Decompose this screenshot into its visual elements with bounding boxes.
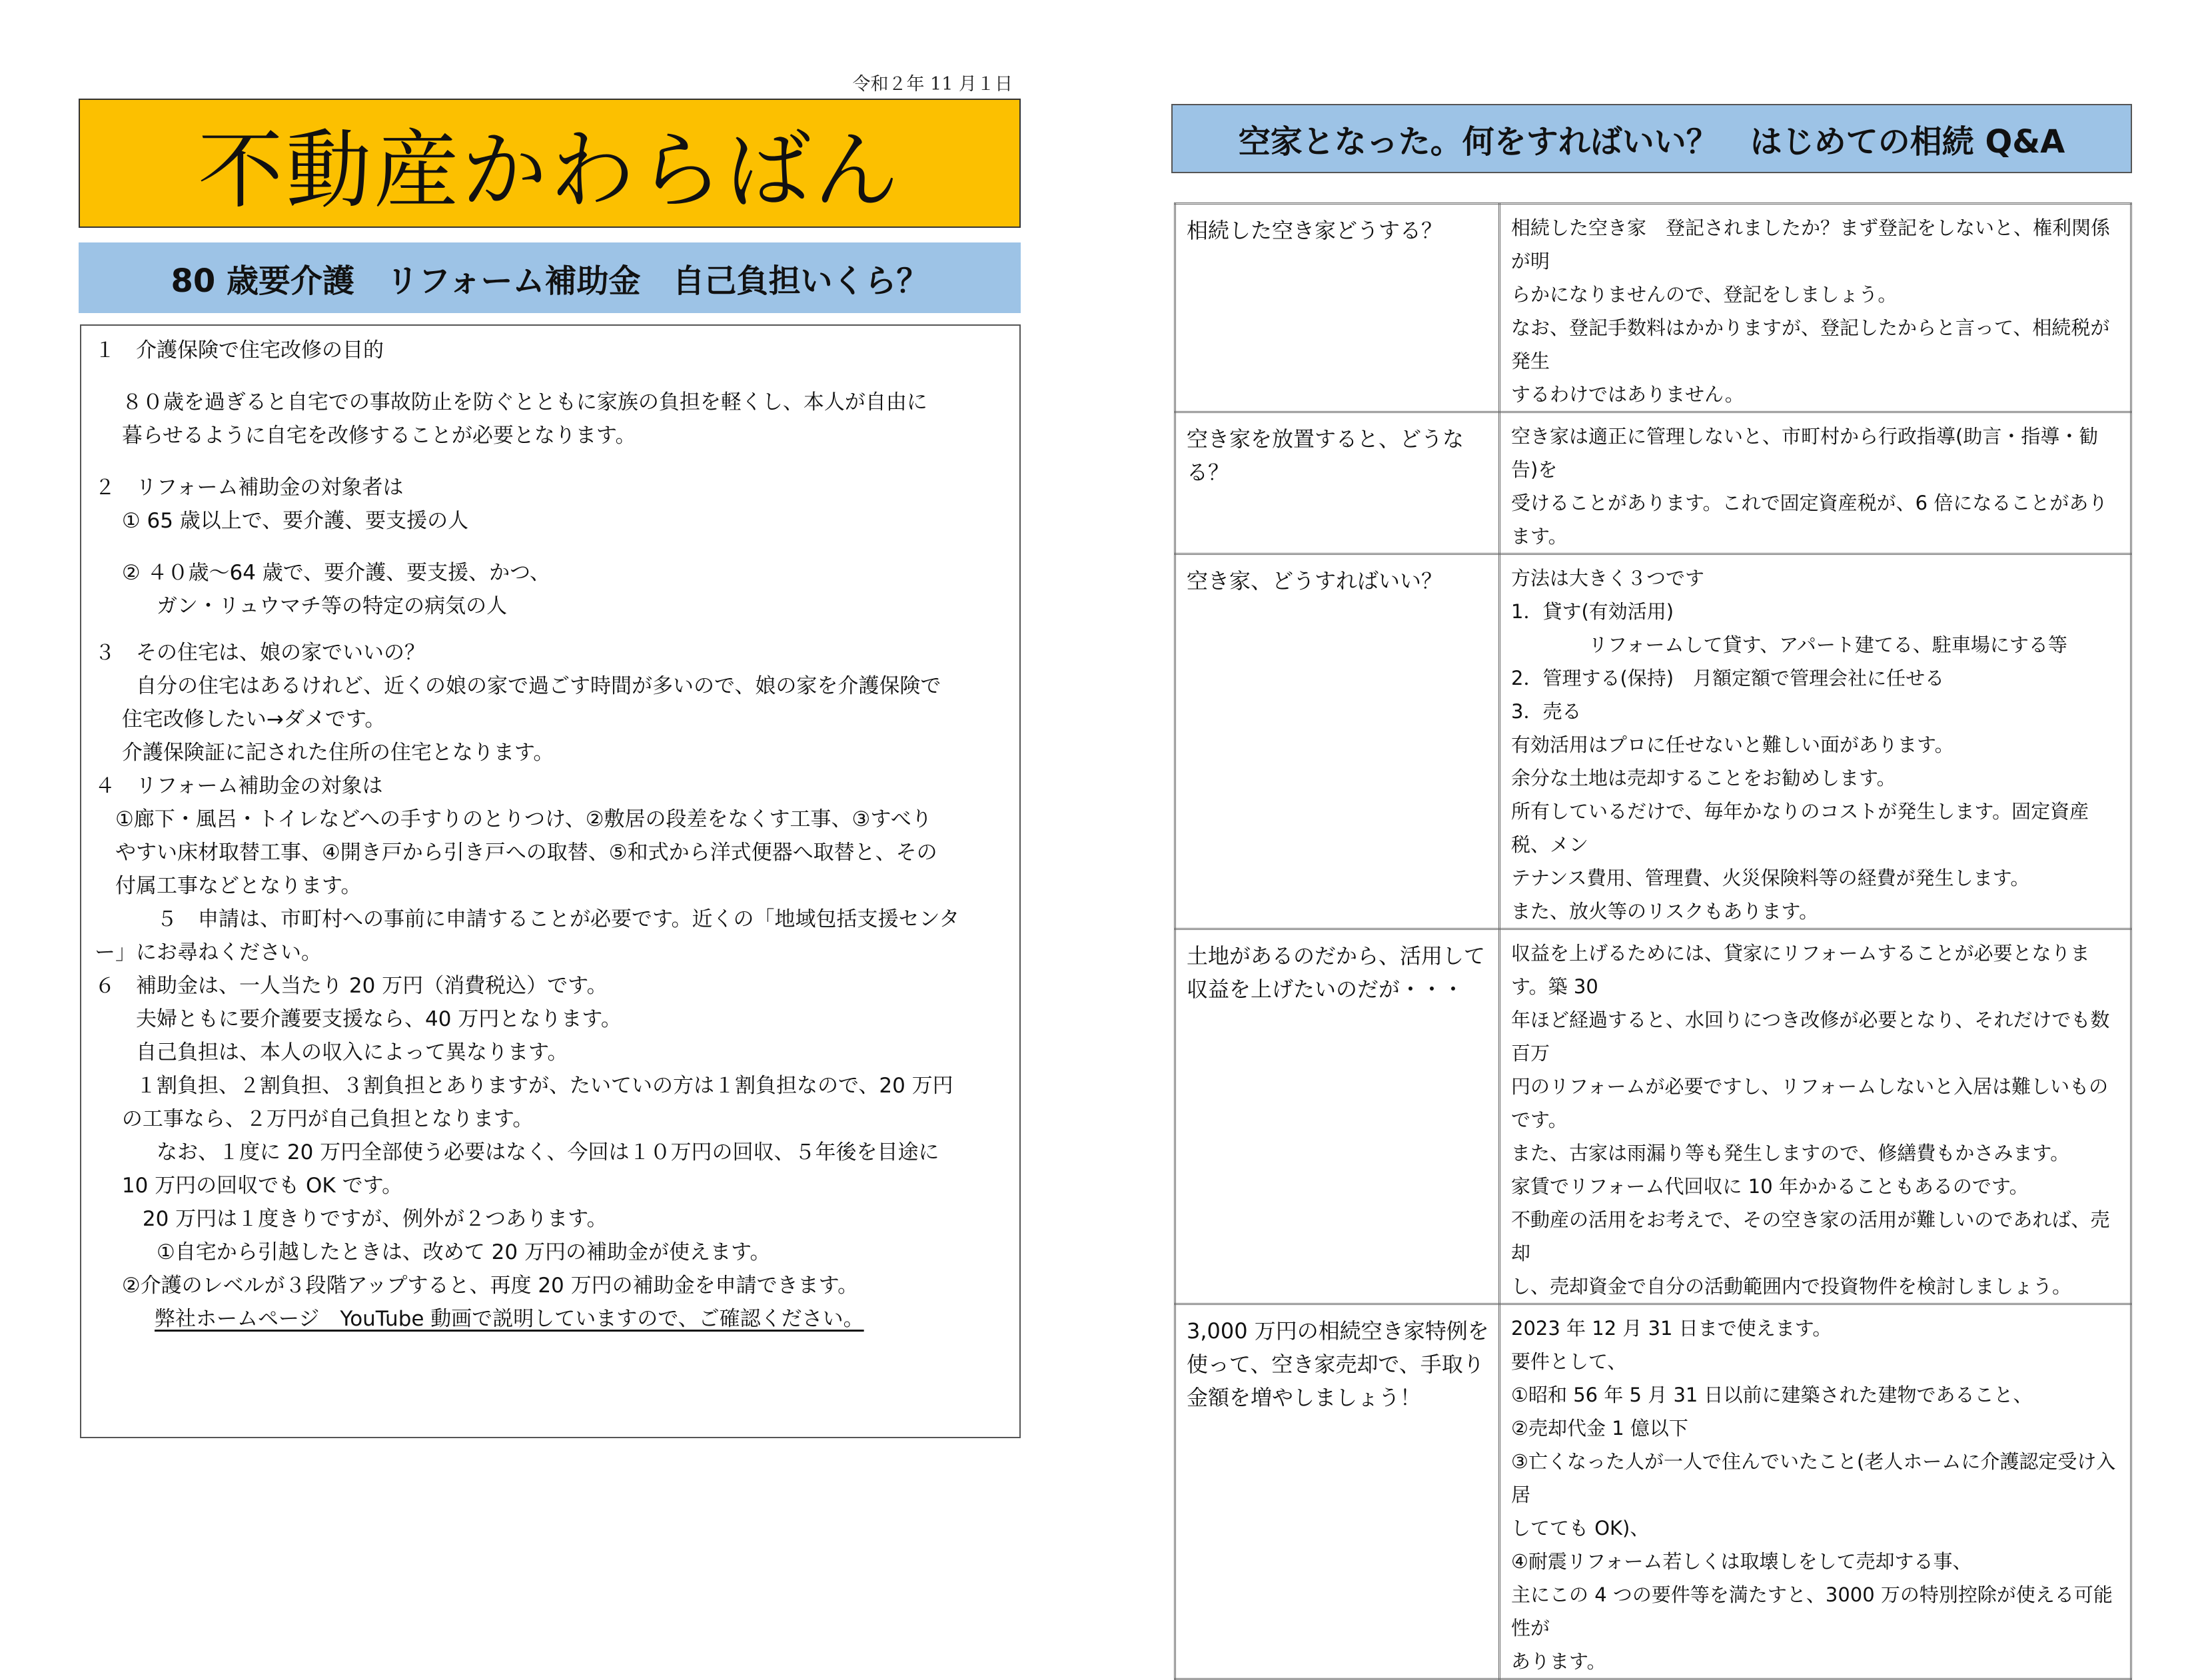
answer-line: なお、登記手数料はかかりますが、登記したからと言って、相続税が発生 <box>1511 316 2110 372</box>
article-line: 自分の住宅はあるけれど、近くの娘の家で過ごす時間が多いので、娘の家を介護保険で <box>95 674 941 698</box>
answer-line: 空き家は適正に管理しないと、市町村から行政指導(助言・指導・勧告)を <box>1511 425 2099 481</box>
answer-line: らかになりませんので、登記をしましょう。 <box>1511 283 1898 306</box>
article-line: １割負担、２割負担、３割負担とありますが、たいていの方は１割負担なので、20 万円 <box>95 1074 953 1098</box>
article-line: 介護保険証に記された住所の住宅となります。 <box>95 741 554 765</box>
article-line: 暮らせるように自宅を改修することが必要となります。 <box>95 424 636 448</box>
article-line: 自己負担は、本人の収入によって異なります。 <box>95 1041 568 1064</box>
qa-row <box>1175 412 2131 554</box>
article-line: ガン・リュウマチ等の特定の病気の人 <box>95 594 508 618</box>
article-line: ①自宅から引越したときは、改めて 20 万円の補助金が使えます。 <box>95 1240 771 1264</box>
qa-row <box>1175 554 2131 929</box>
qa-question: 3,000 万円の相続空き家特例を使って、空き家売却で、手取り金額を増やしましょう！ <box>1175 1304 1500 1679</box>
article-line: ー」にお尋ねください。 <box>95 941 322 965</box>
article-line: 20 万円は１度きりですが、例外が２つあります。 <box>95 1207 608 1231</box>
qa-question: 空き家、どうすればいい？ <box>1175 554 1500 929</box>
article-line: ② ４０歳～64 歳で、要介護、要支援、かつ、 <box>95 561 550 585</box>
right-section-heading: 空家となった。何をすればいい？ はじめての相続 Q&A <box>1171 104 2132 173</box>
answer-line: 余分な土地は売却することをお勧めします。 <box>1511 767 1896 789</box>
answer-line: 主にこの 4 つの要件等を満たすと、3000 万の特別控除が使える可能性が <box>1511 1583 2113 1639</box>
answer-line: 円のリフォームが必要ですし、リフォームしないと入居は難しいものです。 <box>1511 1075 2109 1131</box>
newsletter-title: 不動産かわらばん <box>197 121 901 220</box>
qa-question: 土地があるのだから、活用して収益を上げたいのだが・・・ <box>1175 929 1500 1304</box>
article-line: ４ リフォーム補助金の対象は <box>95 774 383 798</box>
article-line: ３ その住宅は、娘の家でいいの？ <box>95 641 425 665</box>
article-line: ① 65 歳以上で、要介護、要支援の人 <box>95 509 469 533</box>
answer-line: 家賃でリフォーム代回収に 10 年かかることもあるのです。 <box>1511 1175 2029 1198</box>
article-line: ①廊下・風呂・トイレなどへの手すりのとりつけ、②敷居の段差をなくす工事、③すべり <box>95 807 932 831</box>
answer-line: あります。 <box>1511 1650 1606 1673</box>
qa-answer <box>1500 412 2131 554</box>
qa-row <box>1175 929 2131 1304</box>
qa-question: 相続した空き家どうする？ <box>1175 204 1500 412</box>
article-footer-note <box>95 1302 1006 1336</box>
issue-date: 令和２年 11 月１日 <box>852 74 1013 95</box>
qa-answer <box>1500 554 2131 929</box>
article-line: 10 万円の回収でも OK です。 <box>95 1174 403 1198</box>
answer-line: 相続した空き家 登記されましたか？まず登記をしないと、権利関係が明 <box>1511 216 2111 272</box>
article-line: １ 介護保険で住宅改修の目的 <box>95 338 384 362</box>
answer-line: 受けることがあります。これで固定資産税が、6 倍になることがあります。 <box>1511 492 2108 548</box>
article-line: の工事なら、２万円が自己負担となります。 <box>95 1107 534 1131</box>
answer-line: ④耐震リフォーム若しくは取壊しをして売却する事、 <box>1511 1550 1972 1573</box>
answer-line: また、古家は雨漏り等も発生しますので、修繕費もかさみます。 <box>1511 1142 2070 1164</box>
answer-line: 2．管理する(保持) 月額定額で管理会社に任せる <box>1511 667 1945 689</box>
newsletter-title-banner <box>79 99 1021 228</box>
article-line: ②介護のレベルが３段階アップすると、再度 20 万円の補助金を申請できます。 <box>95 1274 859 1298</box>
qa-question: 空き家を放置すると、どうなる？ <box>1175 412 1500 554</box>
qa-answer <box>1500 204 2131 412</box>
qa-row <box>1175 204 2131 412</box>
left-article-body <box>80 324 1021 1438</box>
qa-row <box>1175 1304 2131 1679</box>
answer-line: ①昭和 56 年 5 月 31 日以前に建築された建物であること、 <box>1511 1384 2033 1406</box>
qa-answer <box>1500 929 2131 1304</box>
answer-line: 年ほど経過すると、水回りにつき改修が必要となり、それだけでも数百万 <box>1511 1009 2110 1064</box>
answer-line: し、売却資金で自分の活動範囲内で投資物件を検討しましょう。 <box>1511 1275 2072 1298</box>
answer-line: ③亡くなった人が一人で住んでいたこと(老人ホームに介護認定受け入居 <box>1511 1450 2116 1506</box>
answer-line: 2023 年 12 月 31 日まで使えます。 <box>1511 1317 1832 1340</box>
left-section-heading: 80 歳要介護 リフォーム補助金 自己負担いくら？ <box>79 242 1021 313</box>
answer-line: 収益を上げるためには、貸家にリフォームすることが必要となります。築 30 <box>1511 942 2090 998</box>
article-line: ６ 補助金は、一人当たり 20 万円（消費税込）です。 <box>95 974 608 998</box>
answer-line: また、放火等のリスクもあります。 <box>1511 900 1819 923</box>
answer-line: するわけではありません。 <box>1511 383 1744 406</box>
answer-line: 不動産の活用をお考えで、その空き家の活用が難しいのであれば、売却 <box>1511 1208 2110 1264</box>
qa-table <box>1174 203 2132 1680</box>
article-line: なお、１度に 20 万円全部使う必要はなく、今回は１０万円の回収、５年後を目途に <box>95 1140 939 1164</box>
answer-line: 1．貸す(有効活用) <box>1511 600 1674 623</box>
answer-line: 要件として、 <box>1511 1350 1627 1373</box>
article-line: ２ リフォーム補助金の対象者は <box>95 476 404 500</box>
answer-line: ②売却代金 1 億以下 <box>1511 1417 1688 1440</box>
answer-line: リフォームして貸す、アパート建てる、駐車場にする等 <box>1511 633 2067 656</box>
answer-line: してても OK)、 <box>1511 1517 1650 1539</box>
answer-line: 有効活用はプロに任せないと難しい面があります。 <box>1511 733 1954 756</box>
article-line: 付属工事などとなります。 <box>95 874 362 898</box>
answer-line: テナンス費用、管理費、火災保険料等の経費が発生します。 <box>1511 867 2030 889</box>
answer-line: 方法は大きく３つです <box>1511 567 1705 590</box>
article-line: 住宅改修したい→ダメです。 <box>95 707 386 731</box>
qa-answer <box>1500 1304 2131 1679</box>
article-line: やすい床材取替工事、④開き戸から引き戸への取替、⑤和式から洋式便器へ取替と、その <box>95 841 937 865</box>
answer-line: 3．売る <box>1511 700 1582 723</box>
article-line: 夫婦ともに要介護要支援なら、40 万円となります。 <box>95 1007 622 1031</box>
article-line: ８０歳を過ぎると自宅での事故防止を防ぐとともに家族の負担を軽くし、本人が自由に <box>95 390 927 414</box>
answer-line: 所有しているだけで、毎年かなりのコストが発生します。固定資産税、メン <box>1511 800 2089 856</box>
article-line: ５ 申請は、市町村への事前に申請することが必要です。近くの「地域包括支援センタ <box>95 907 960 931</box>
youtube-note: 弊社ホームページ YouTube 動画で説明していますので、ご確認ください。 <box>155 1307 864 1331</box>
